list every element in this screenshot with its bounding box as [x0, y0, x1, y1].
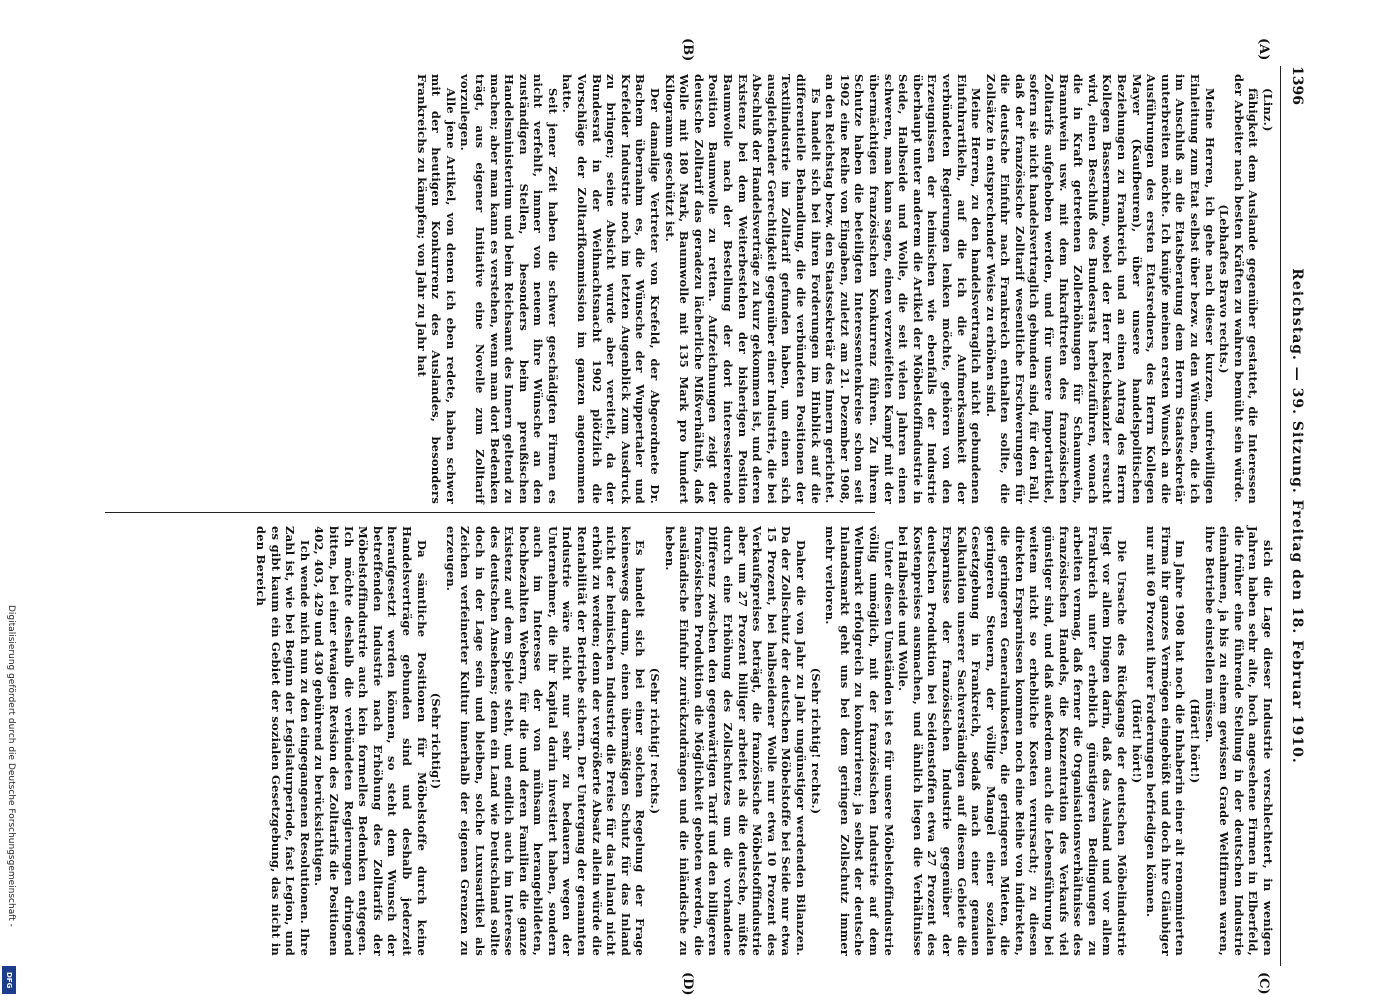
paragraph: Da sämtliche Positionen für Möbelstoffe durch keine Handelsverträge gebunden sind und deshalb jederzeit heraufgesetzt werden können, so steht dem Wunsch der betreffenden Industrie nach Erhöhung des Zolltarifs der Möbelstoffindustrie auch kein formelles Bedenken entgegen. Ich möchte deshalb die verbündeten Regierungen dringend bitten, bei einer etwaigen Revision des Zolltarifs die Positionen 402, 403, 429 und 430 gebührend zu berücksichtigen. — [312, 526, 429, 956]
paragraph: Seit jener Zeit haben die schwer geschädigten Firmen es nicht verfehlt, immer von neuem ihre Wünsche an den zuständigen Stellen, besonders beim preußischen Handelsministerium und beim Reichsamt des Innern geltend zu machen; aber man kann es verstehen, wenn man dort Bedenken trägt, aus eigener Initiative eine Novelle zum Zolltarif vorzulegen. — [458, 74, 560, 504]
left-text-column — [414, 74, 1275, 504]
right-text-column — [253, 526, 1275, 956]
paragraph: Unter diesen Umständen ist es für unsere Möbelstoffindustrie völlig unmöglich, mit der französischen Industrie auf dem Weltmarkt erfolgreich zu konkurrieren; ja selbst der deutsche Inlandsmarkt geht uns bei dem geringen Zollschutz immer mehr verloren. — [823, 526, 896, 956]
paragraph: Die Ursache des Rückgangs der deutschen Möbelindustrie liegt vor allem Dingen darin, daß das Ausland und vor allem Frankreich unter erheblich günstigeren Bedingungen zu arbeiten vermag, daß ferner die Organisationsverhältnisse des französischen Handels, die Konzentration des Verkaufs viel günstiger sind, und daß außerdem auch die Lebensführung bei weitem nicht so erhebliche Kosten verursacht; zu diesen direkten Ersparnissen kommen noch eine Reihe von indirekten, die geringeren Generalunkosten, die geringeren Mieten, die geringeren Steuern, der völlige Mangel einer sozialen Gesetzgebung in Frankreich, sodaß nach einer genauen Kalkulation unserer Sachverständigen auf diesem Gebiete die Ersparnisse der französischen Industrie gegenüber der deutschen Produktion bei Seidenstoffen etwa 27 Prozent des Kostenpreises ausmachen, und ähnlich liegen die Verhältnisse bei Halbseide und Wolle. — [896, 526, 1130, 956]
margin-marker-d: (D) — [680, 972, 695, 996]
paragraph: Daher die von Jahr zu Jahr ungünstiger werdenden Bilanzen. Da der Zollschutz der deutschen Möbelstoffe bei Seide nur etwa 15 Prozent, bei halbseidener Wolle nur etwa 10 Prozent des Verkaufspreises beträgt, die französische Möbelstoffindustrie aber um 27 Prozent billiger arbeitet als die deutsche, müßte durch eine Erhöhung des Zollschutzes um die vorhandene Differenz zwischen den gegenwärtigen Tarif und den billigeren französischen Produktion die Möglichkeit geboten werden, die ausländische Einfuhr zurückzudrängen und die inländische zu heben. — [662, 526, 808, 956]
paragraph: (Linz.) — [1261, 88, 1275, 132]
page-title: Reichstag. — 39. Sitzung. Freitag den 18. Februar 1910. — [1289, 268, 1305, 764]
paragraph: Ich wende mich nun zu den eingegangenen Resolutionen. Ihre Zahl ist, wie bei Beginn der Legislaturperiode, fast Legion, und es gibt kaum ein Gebiet der sozialen Gesetzgebung, das nicht in den Bereich — [254, 526, 312, 956]
rotated-document-sheet — [75, 38, 1305, 996]
header-rule — [1280, 66, 1281, 966]
column-divider — [105, 512, 875, 513]
paragraph: fähigkeit dem Auslande gegenüber gestattet, die Interessen der Arbeiter nach besten Kräften zu wahren bemüht sein würde. — [1231, 74, 1261, 504]
paragraph: sich die Lage dieser Industrie verschlechtert, in wenigen Jahren haben sehr alte, hoch angesehene Firmen in Elberfeld, die früher eine führende Stellung in der deutschen Industrie einnahmen, ja bis zu einem gewissen Grade Weltfirmen waren, ihre Betriebe einstellen müssen. — [1202, 526, 1275, 956]
paragraph: Meine Herren, ich gehe nach dieser kurzen, unfreiwilligen Einleitung zum Etat selbst über bezw. zu den Wünschen, die ich im Anschluß an die Etatsberatung dem Herrn Staatssekretär unterbreiten möchte. Ich knüpfe meinen ersten Wunsch an die Ausführungen des ersten Etatsredners, des Herrn Kollegen Mayer (Kaufbeuren), über unsere handelspolitischen Beziehungen zu Frankreich und an einen Antrag des Herrn Kollegen Bassermann, wobei der Herr Reichskanzler ersucht wird, einen Beschluß des Bundesrats herbeizuführen, wonach die in Kraft getretenen Zollerhöhungen für Schaumwein, Branntwein usw. mit dem Inkrafttreten des französischen Zolltarifs aufgehoben werden, und für unsere Importartikel, sofern sie nicht handelsvertraglich gebunden sind, für den Fall, daß der französische Zolltarif wesentliche Erschwerungen für die deutsche Einfuhr nach Frankreich enthalten sollte, die Zollsätze in entsprechender Weise zu erhöhen sind. — [983, 74, 1217, 504]
digitization-credit-text: Digitalisierung gefördert durch die Deutsche Forschungsgemeinschaft - — [6, 605, 16, 927]
margin-marker-a: (A) — [1256, 38, 1271, 61]
interjection: (Hört! hört!) — [1129, 698, 1144, 784]
interjection: (Sehr richtig!) — [429, 692, 444, 790]
interjection: (Sehr richtig! rechts.) — [648, 667, 663, 815]
interjection: (Sehr richtig! rechts.) — [808, 667, 823, 815]
paragraph: Im Jahre 1908 hat noch die Inhaberin einer alt renommierten Firma ihr ganzes Vermögen eingebüßt und doch ihre Gläubiger nur mit 60 Prozent ihrer Forderungen befriedigen können. — [1144, 526, 1188, 956]
paragraph: Es handelt sich bei einer solchen Regelung der Frage keineswegs darum, einen übermäßigen Schutz für das Inland nicht der heimischen Industrie die Preise für das Inland nicht erhöht zu werden; denn der vergrößerte Absatz allein würde die Rentabilität der Betriebe sichern. Der Untergang der genannten Industrie wäre nicht nur sehr zu bedauern wegen der Unternehmer, die ihr Kapital darin investiert haben, sondern auch im Interesse der von mühsam herangebildeten, hochbezahlten Webern, für die und deren Familien die ganze Existenz auf dem Spiele steht, und endlich auch im Interesse des deutschen Ansehens; denn ein Land wie Deutschland sollte doch in der Lage sein und bleiben, solche Luxusartikel als Zeichen verfeinerter Kultur innerhalb der eigenen Grenzen zu erzeugen. — [443, 526, 648, 956]
interjection: (Hört! hört!) — [1188, 698, 1203, 784]
margin-marker-c: (C) — [1256, 972, 1271, 995]
margin-marker-b: (B) — [680, 38, 695, 62]
paragraph: Meine Herren, zu den handelsvertraglich nicht gebundenen Einfuhrartikeln, auf die ich die Aufmerksamkeit der verbündeten Regierungen lenken möchte, gehören von den Erzeugnissen der heimischen wie ebenfalls der Industrie überhaupt unter anderem die Artikel der Möbelstoffindustrie in Seide, Halbseide und Wolle, die seit vielen Jahren einen schweren, man kann sagen, einen verzweifelten Kampf mit der übermächtigen französischen Konkurrenz führen. Zu ihrem Schutze haben die beteiligten Interessentenkreise schon seit 1902 eine Reihe von Eingaben, zuletzt am 21. Dezember 1908, an den Reichstag bezw. den Staatssekretär des Innern gerichtet. — [823, 74, 984, 504]
interjection: (Lebhaftes Bravo rechts.) — [1217, 204, 1232, 374]
page-number: 1396 — [1289, 66, 1305, 105]
digitization-credit — [2, 605, 18, 997]
paragraph: Der damalige Vertreter von Krefeld, der Abgeordnete Dr. Bachem übernahm es, die Wünsche der Wuppertaler und Krefelder Industrie noch im letzten Augenblick zum Ausdruck zu bringen; seine Absicht wurde aber vereitelt, da der Bundesrat in der Weihnachtsnacht 1902 plötzlich die Vorschläge der Zolltarifkommission im ganzen angenommen hatte. — [560, 74, 663, 504]
paragraph: Es handelt sich bei ihren Forderungen im Hinblick auf die differentielle Behandlung, die die verbündeten Positionen der Textilindustrie im Zolltarif gefunden haben, um einen sich ausgleichender Gerechtigkeit gegenüber einer Industrie, die bei Abschluß der Handelsverträge zu kurz gekommen ist, und deren Existenz bei dem Weiterbestehen der bisherigen Position Baumwolle nach der Bestellung der dort interessierende Position Baumwolle zu retten. Aufzeichnungen zeigt der deutsche Zolltarif das geradezu lächerliche Mißverhältnis, daß Wolle mit 180 Mark, Baumwolle mit 135 Mark pro hundert Kilogramm geschützt ist. — [662, 74, 823, 504]
paragraph: Alle jene Artikel, von denen ich eben redete, haben schwer mit der heutigen Konkurrenz des Auslandes, besonders Frankreichs zu kämpfen; von Jahr zu Jahr hat — [414, 74, 458, 504]
page-header — [1281, 66, 1305, 966]
dfg-logo: DFG — [2, 966, 16, 994]
